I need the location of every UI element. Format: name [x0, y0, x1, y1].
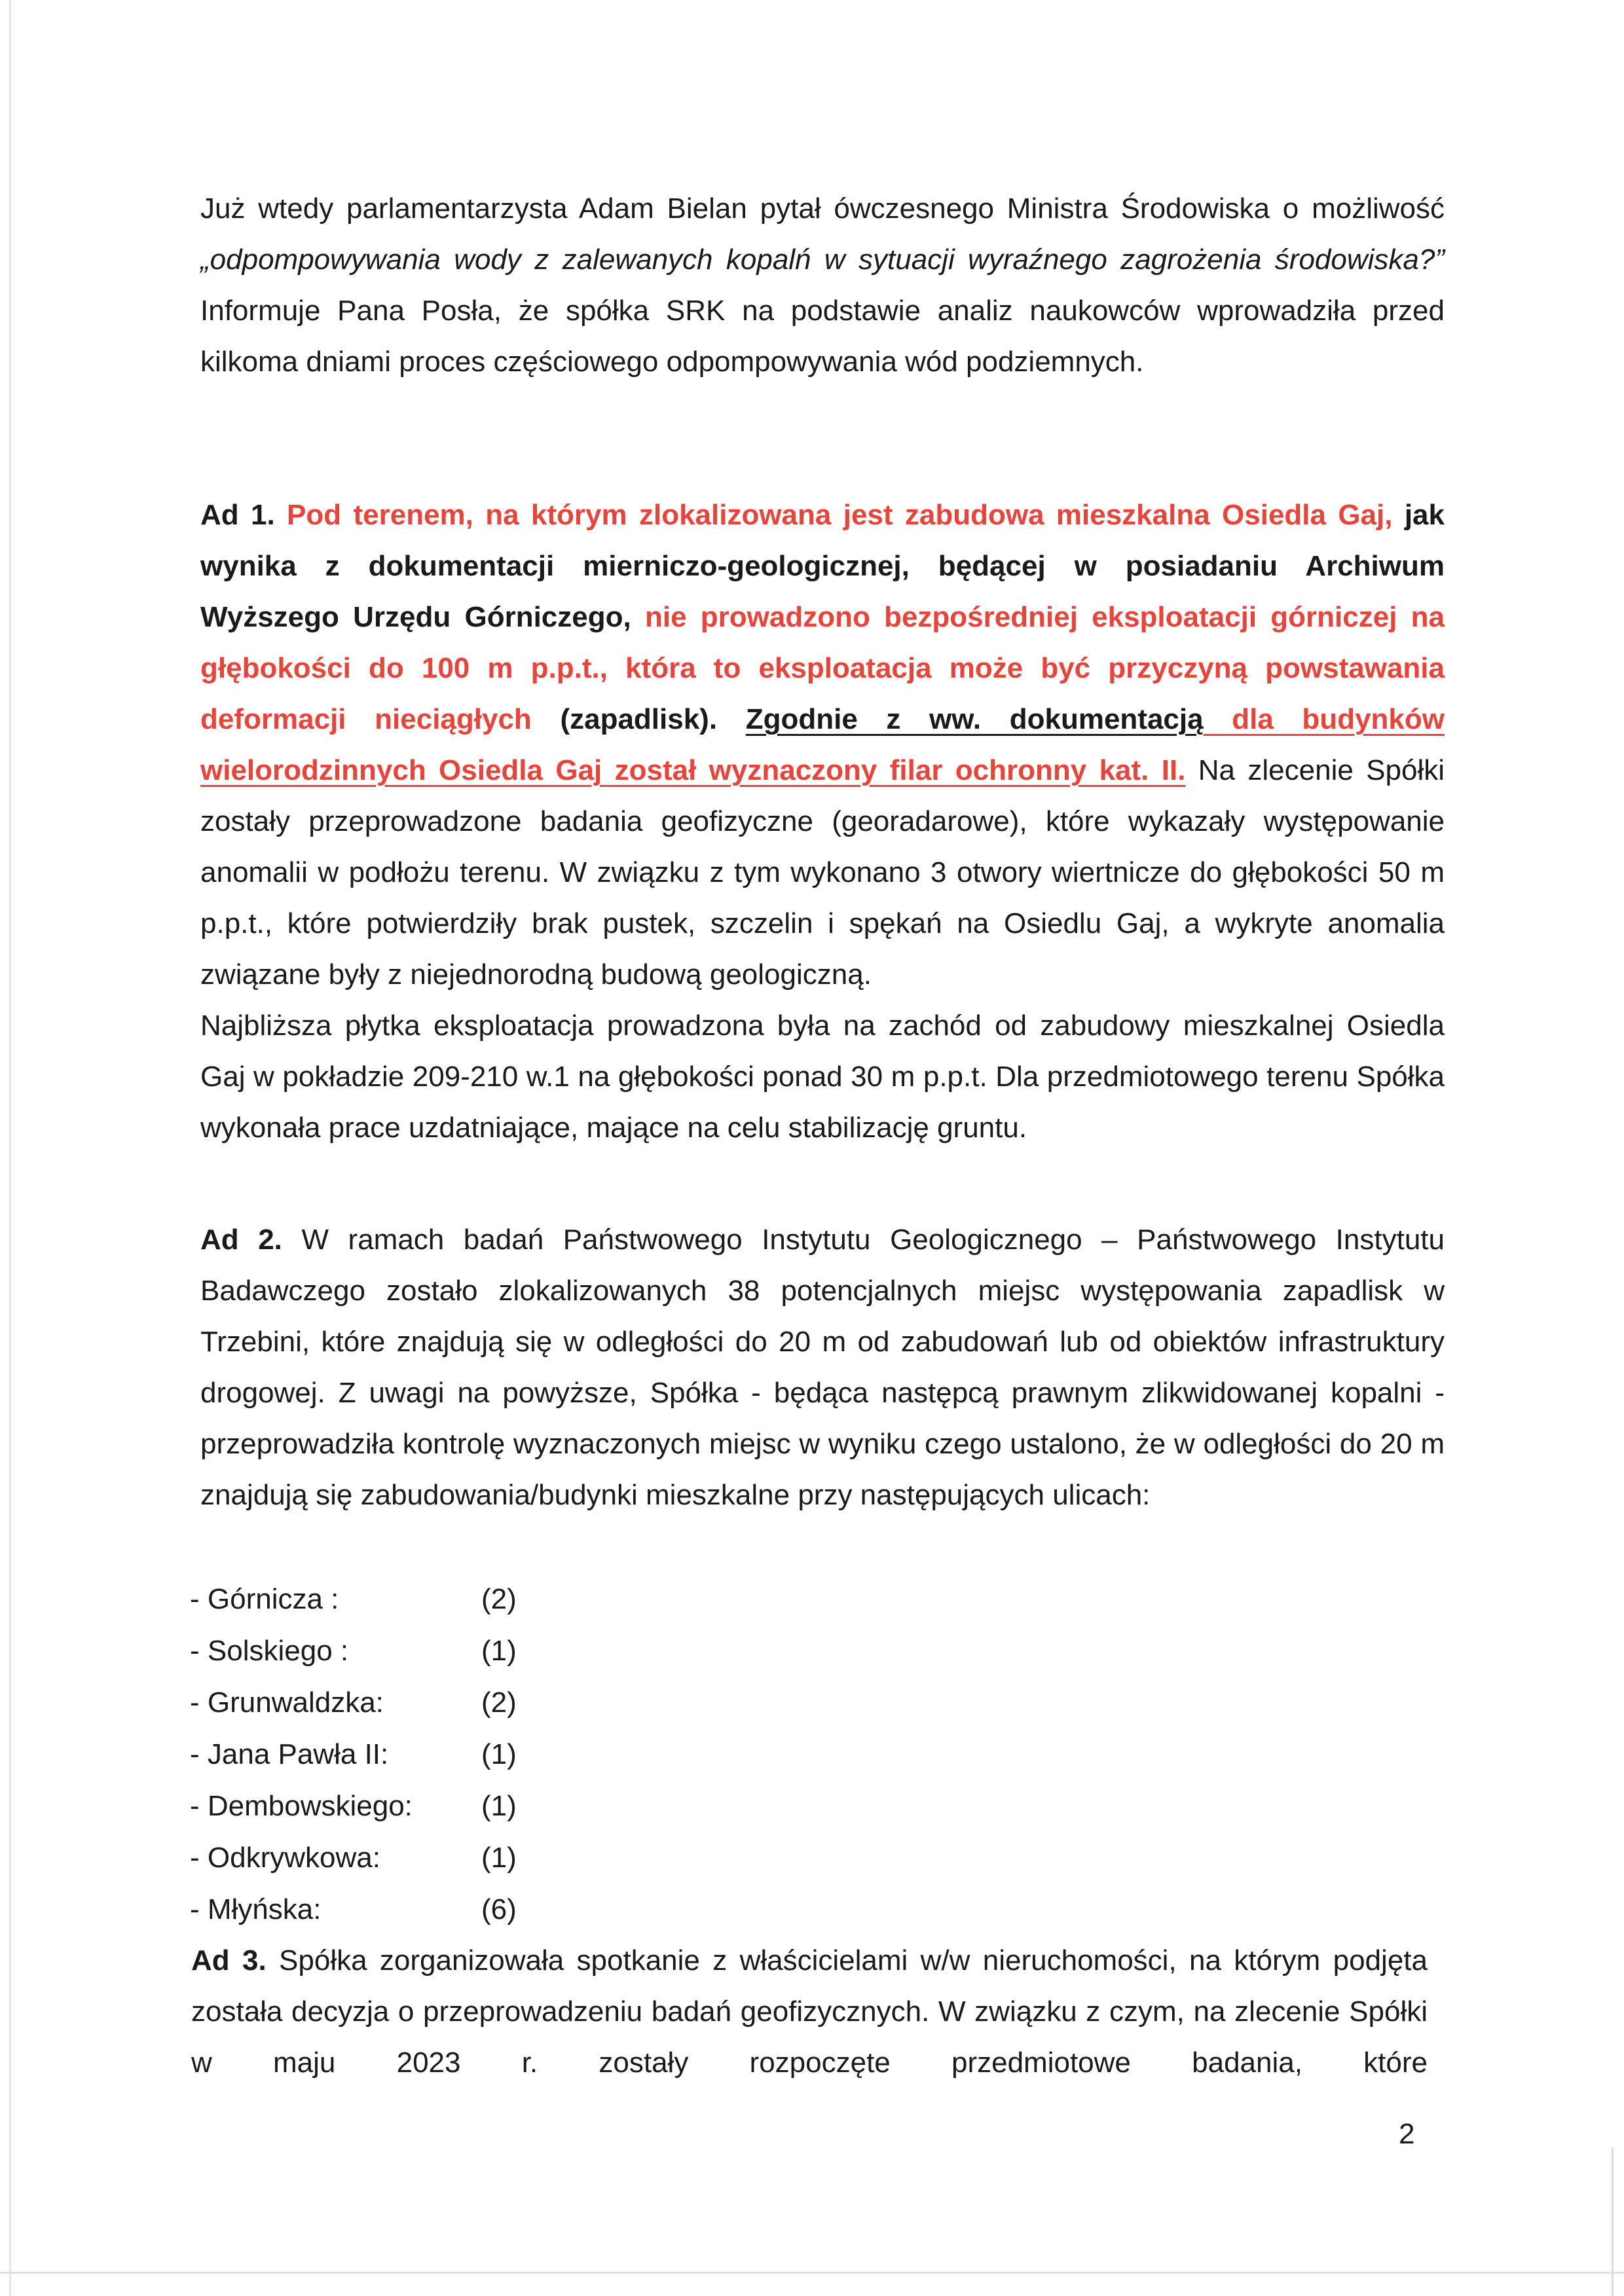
street-count: (2): [481, 1686, 517, 1719]
street-name: - Młyńska:: [190, 1893, 322, 1925]
intro-quote: „odpompowywania wody z zalewanych kopalń w sytuacji wyraźnego zagrożenia środowiska?”: [200, 244, 1445, 276]
street-list: [190, 1573, 583, 1935]
street-name: - Solskiego :: [190, 1635, 349, 1667]
ad1-label: Ad 1.: [200, 499, 275, 531]
scan-edge-left: [9, 0, 11, 2296]
ad1-bold-2: (zapadlisk).: [531, 703, 746, 735]
street-count: (1): [481, 1790, 517, 1822]
ad3-text: Spółka zorganizowała spotkanie z właścicielami w/w nieruchomości, na którym podjęta została decyzja o przeprowadzeniu badań geofizycznych. W związku z czym, na zlecenie Spółki w maju 2023 r. zostały rozpoczęte przedmiotowe badania, które: [191, 1944, 1428, 2079]
street-name: - Dembowskiego:: [190, 1790, 413, 1822]
ad1-bold-1: jak wynika z dokumentacji mierniczo-geologicznej, będącej w posiadaniu Archiwum Wyższego Urzędu Górniczego,: [200, 499, 1445, 633]
ad2-paragraph: [200, 1214, 1445, 1521]
ad1-text: Na zlecenie Spółki zostały przeprowadzone badania geofizyczne (georadarowe), które wykazały występowanie anomalii w podłożu terenu. W związku z tym wykonano 3 otwory wiertnicze do głębokości 50 m p.p.t., które potwierdziły brak pustek, szczelin i spękań na Osiedlu Gaj, a wykryte anomalia związane były z niejednorodną budową geologiczną.: [200, 754, 1445, 991]
street-count: (1): [481, 1635, 517, 1667]
page-number: 2: [1399, 2118, 1415, 2150]
list-item: [190, 1677, 583, 1728]
street-count: (6): [481, 1893, 517, 1925]
ad1-red-1: Pod terenem, na którym zlokalizowana jest zabudowa mieszkalna Osiedla Gaj,: [287, 499, 1393, 531]
street-name: - Grunwaldzka:: [190, 1686, 384, 1719]
ad3-label: Ad 3.: [191, 1944, 267, 1977]
list-item: [190, 1625, 583, 1677]
scan-edge-bottom: [0, 2272, 1624, 2274]
list-item: [190, 1832, 583, 1884]
street-count: (1): [481, 1738, 517, 1770]
street-count: (2): [481, 1583, 517, 1615]
ad2-text: W ramach badań Państwowego Instytutu Geologicznego – Państwowego Instytutu Badawczego zostało zlokalizowanych 38 potencjalnych miejsc występowania zapadlisk w Trzebini, które znajdują się w odległości do 20 m od zabudowań lub od obiektów infrastruktury drogowej. Z uwagi na powyższe, Spółka - będąca następcą prawnym zlikwidowanej kopalni - przeprowadziła kontrolę wyznaczonych miejsc w wyniku czego ustalono, że w odległości do 20 m znajdują się zabudowania/budynki mieszkalne przy następujących ulicach:: [200, 1224, 1445, 1511]
ad1-red-underlined: dla budynków wielorodzinnych Osiedla Gaj został wyznaczony filar ochronny kat. II.: [200, 703, 1445, 786]
street-count: (1): [481, 1842, 517, 1874]
ad1-red-2: nie prowadzono bezpośredniej eksploatacji górniczej na głębokości do 100 m p.p.t., która to eksploatacja może być przyczyną powstawania deformacji nieciągłych: [200, 601, 1445, 735]
ad1-paragraph: [200, 490, 1445, 1000]
ad2-label: Ad 2.: [200, 1224, 282, 1256]
ad1-paragraph-2: [200, 1000, 1445, 1154]
list-item: [190, 1780, 583, 1832]
intro-text-1: Już wtedy parlamentarzysta Adam Bielan pytał ówczesnego Ministra Środowiska o możliwość: [200, 192, 1445, 225]
street-name: - Odkrywkowa:: [190, 1842, 380, 1874]
street-name: - Jana Pawła II:: [190, 1738, 389, 1770]
ad1-text-2: Najbliższa płytka eksploatacja prowadzona była na zachód od zabudowy mieszkalnej Osiedla Gaj w pokładzie 209-210 w.1 na głębokości ponad 30 m p.p.t. Dla przedmiotowego terenu Spółka wykonała prace uzdatniające, mające na celu stabilizację gruntu.: [200, 1010, 1445, 1144]
list-item: [190, 1728, 583, 1780]
intro-paragraph: [200, 183, 1445, 388]
street-name: - Górnicza :: [190, 1583, 339, 1615]
list-item: [190, 1884, 583, 1935]
list-item: [190, 1573, 583, 1625]
ad1-underlined: Zgodnie z ww. dokumentacją: [745, 703, 1204, 735]
intro-text-2: Informuje Pana Posła, że spółka SRK na podstawie analiz naukowców wprowadziła przed kilkoma dniami proces częściowego odpompowywania wód podziemnych.: [200, 295, 1445, 378]
ad3-paragraph: [191, 1935, 1428, 2088]
